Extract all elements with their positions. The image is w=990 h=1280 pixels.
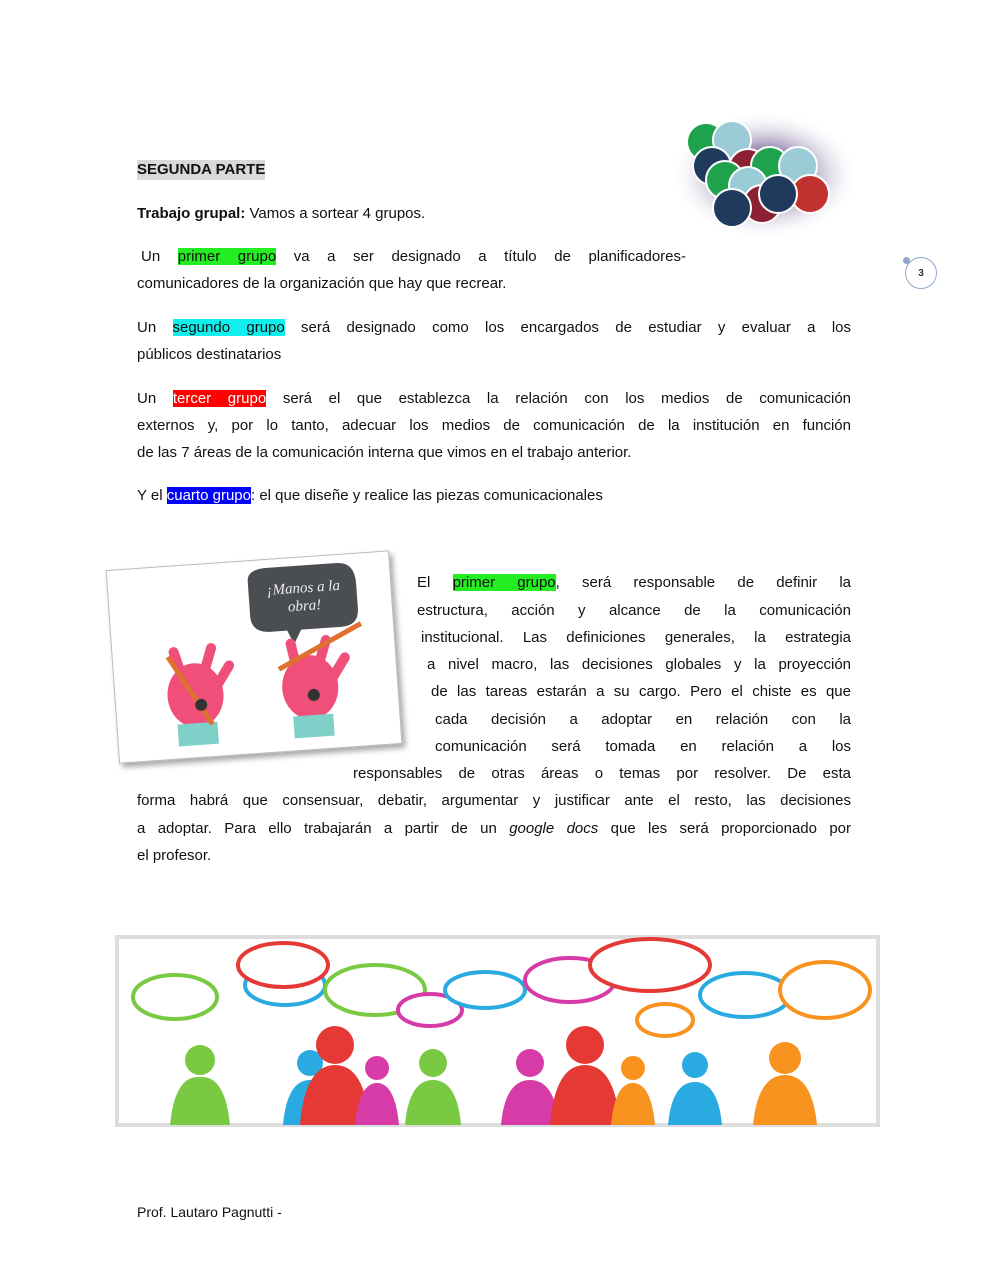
text: será el que establezca la relación con los medios de comunicación (282, 390, 852, 407)
molecule-cluster-image (670, 110, 860, 240)
p1-line1 (141, 247, 686, 267)
p5-line: institucional. Las definiciones generales, la estrategia (421, 629, 851, 646)
text: que les será proporcionado por (598, 820, 851, 837)
p2-line1 (137, 318, 851, 338)
text: va a ser designado a título de planificadores- (293, 248, 686, 265)
p3-line2: externos y, por lo tanto, adecuar los medios de comunicación de la institución en función (137, 417, 851, 434)
p5-line10 (137, 819, 851, 839)
p3-line1 (137, 389, 851, 409)
highlight-primer-grupo: primer grupo (452, 574, 556, 591)
highlight-primer-grupo: primer grupo (177, 248, 277, 265)
footer-author: Prof. Lautaro Pagnutti - (137, 1204, 282, 1220)
manos-a-la-obra-image (106, 550, 403, 763)
text: El (417, 574, 431, 591)
p5-line: a nivel macro, las decisiones globales y la proyección (427, 656, 851, 673)
highlight-cuarto-grupo: cuarto grupo (166, 487, 251, 504)
image-caption: ¡Manos a la obra! (266, 577, 341, 616)
p5-line: cada decisión a adoptar en relación con la (435, 711, 851, 728)
text: , será responsable de definir la (555, 574, 852, 591)
text: Y el (137, 487, 167, 504)
highlight-tercer-grupo: tercer grupo (172, 390, 267, 407)
intro-line (137, 204, 425, 224)
p1-line2: comunicadores de la organización que hay que recrear. (137, 275, 507, 292)
p5-line: de las tareas estarán a su cargo. Pero el chiste es que (431, 683, 851, 700)
page-number: 3 (905, 257, 937, 289)
intro-text: Vamos a sortear 4 grupos. (245, 205, 426, 222)
p5-line: responsables de otras áreas o temas por resolver. De esta (353, 765, 851, 782)
p2-line2: públicos destinatarios (137, 346, 282, 363)
text: : el que diseñe y realice las piezas comunicacionales (250, 487, 603, 504)
p5-line: forma habrá que consensuar, debatir, argumentar y justificar ante el resto, las decisiones (137, 792, 851, 809)
p4-line (137, 486, 603, 506)
text: será designado como los encargados de estudiar y evaluar a los (301, 319, 852, 336)
text: Un (137, 390, 157, 407)
section-title: SEGUNDA PARTE (137, 161, 266, 178)
text: Un (141, 248, 161, 265)
intro-label: Trabajo grupal: (137, 205, 246, 222)
p5-line1 (417, 573, 851, 593)
p3-line3: de las 7 áreas de la comunicación interna que vimos en el trabajo anterior. (137, 444, 632, 461)
google-docs-text: google docs (509, 820, 599, 837)
p5-line: comunicación será tomada en relación a los (435, 738, 851, 755)
people-speech-bubbles-image (115, 935, 880, 1127)
text: Un (137, 319, 157, 336)
p5-line: estructura, acción y alcance de la comunicación (417, 602, 851, 619)
p5-line11: el profesor. (137, 847, 212, 864)
text: a adoptar. Para ello trabajarán a partir de un (137, 820, 510, 837)
highlight-segundo-grupo: segundo grupo (172, 319, 285, 336)
